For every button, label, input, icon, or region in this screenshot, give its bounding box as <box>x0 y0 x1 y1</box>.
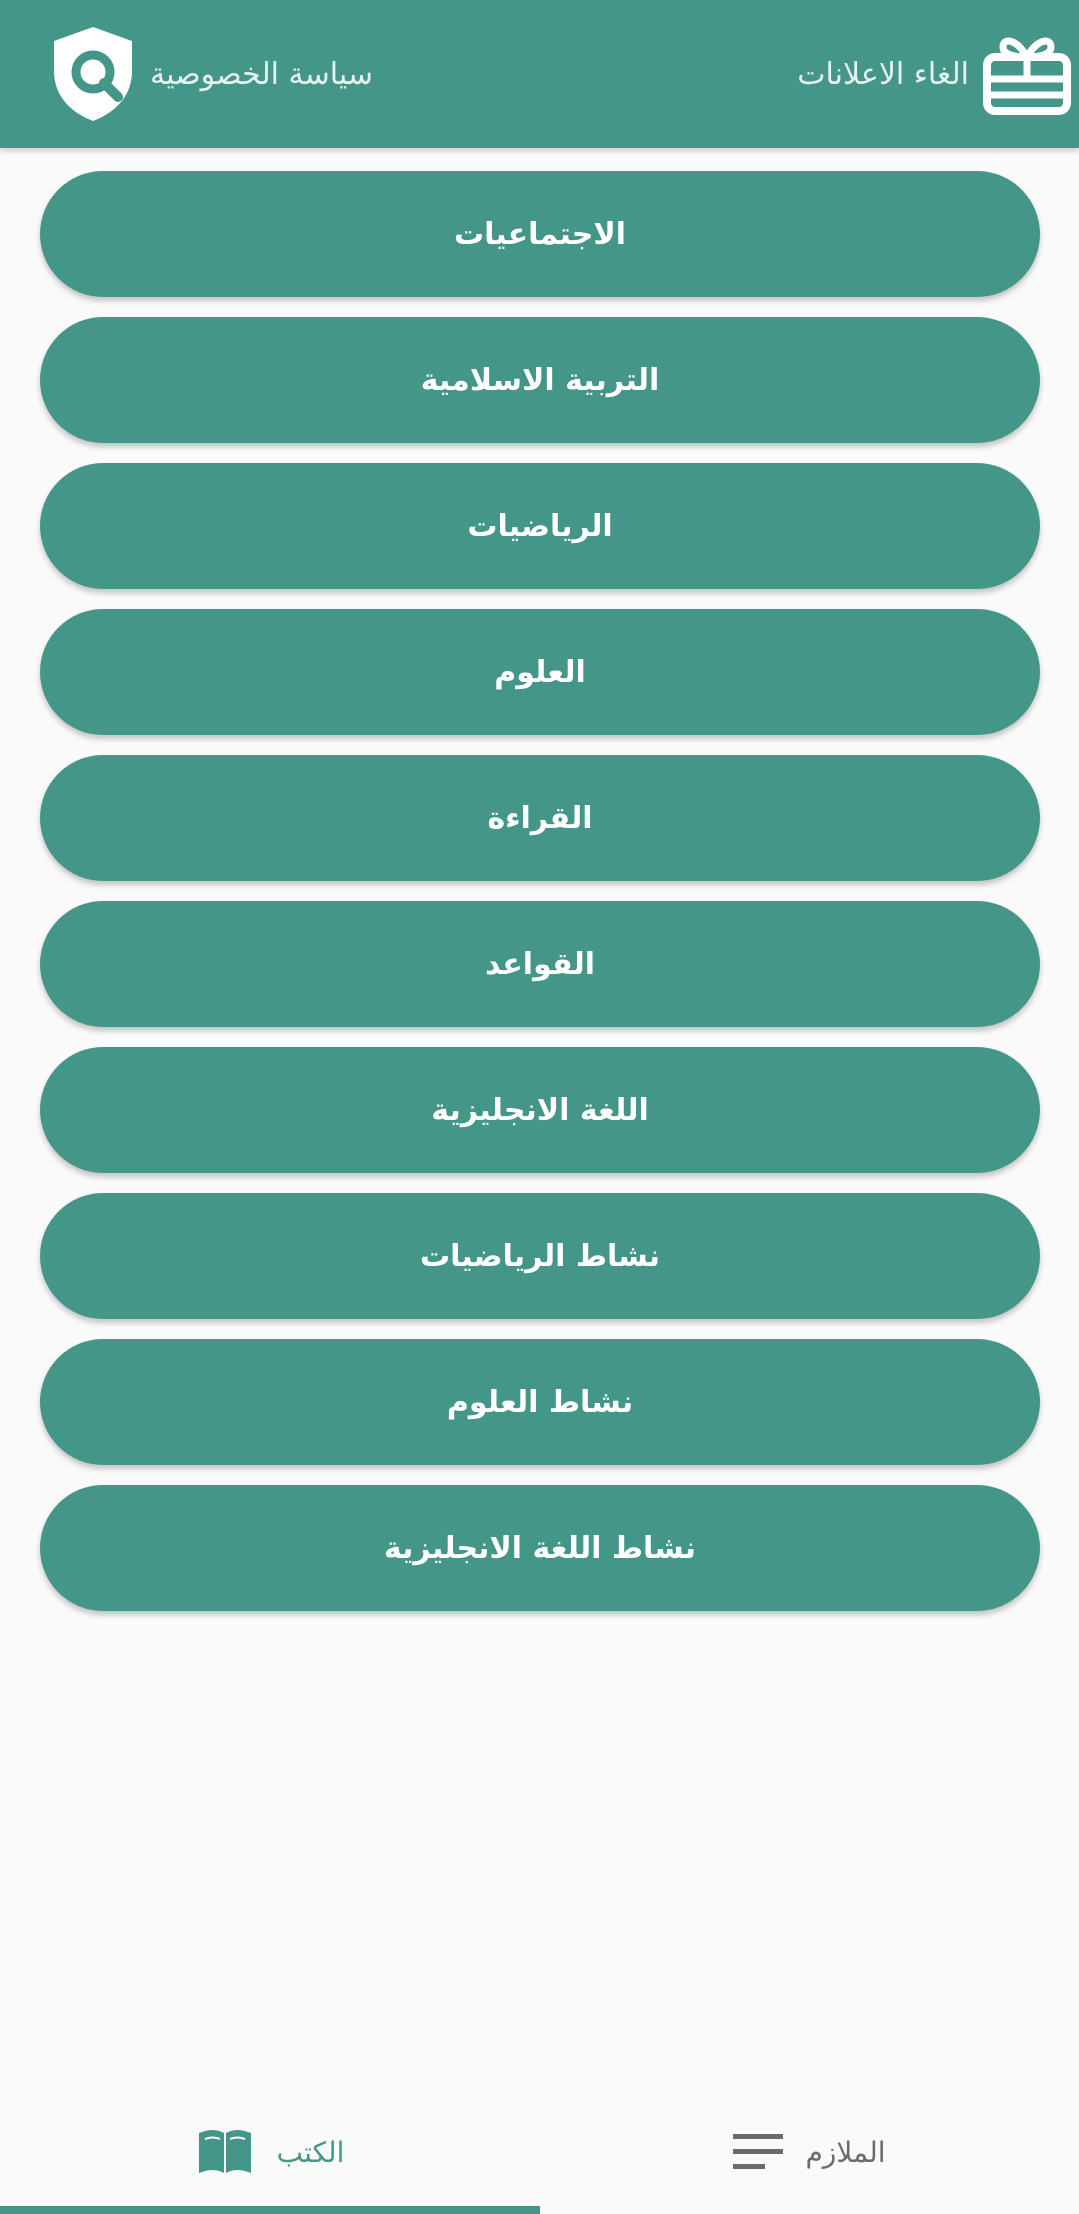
subject-button-islamic-education[interactable]: التربية الاسلامية <box>40 317 1040 443</box>
selected-tab-indicator <box>0 2206 540 2214</box>
subject-button-english-activity[interactable]: نشاط اللغة الانجليزية <box>40 1485 1040 1611</box>
subject-button-grammar[interactable]: القواعد <box>40 901 1040 1027</box>
tab-books[interactable] <box>0 2090 539 2214</box>
subject-button-mathematics[interactable]: الرياضيات <box>40 463 1040 589</box>
tab-books-label: الكتب <box>276 2135 345 2169</box>
privacy-policy-label: سياسة الخصوصية <box>150 56 374 92</box>
shield-search-icon <box>52 25 134 123</box>
remove-ads-label: الغاء الاعلانات <box>797 56 969 92</box>
subject-button-social-studies[interactable]: الاجتماعيات <box>40 171 1040 297</box>
tab-notes[interactable] <box>540 2090 1079 2214</box>
tab-notes-label: الملازم <box>805 2135 886 2169</box>
gift-icon <box>981 31 1073 117</box>
subject-button-english[interactable]: اللغة الانجليزية <box>40 1047 1040 1173</box>
subjects-list <box>40 171 1040 1631</box>
bottom-navigation <box>0 2090 1079 2214</box>
subject-button-math-activity[interactable]: نشاط الرياضيات <box>40 1193 1040 1319</box>
subject-button-science[interactable]: العلوم <box>40 609 1040 735</box>
list-icon <box>733 2134 783 2170</box>
privacy-policy-button[interactable] <box>52 26 373 122</box>
book-icon <box>195 2127 255 2177</box>
top-app-bar <box>0 0 1079 148</box>
subject-button-reading[interactable]: القراءة <box>40 755 1040 881</box>
remove-ads-button[interactable] <box>797 28 1073 120</box>
subject-button-science-activity[interactable]: نشاط العلوم <box>40 1339 1040 1465</box>
